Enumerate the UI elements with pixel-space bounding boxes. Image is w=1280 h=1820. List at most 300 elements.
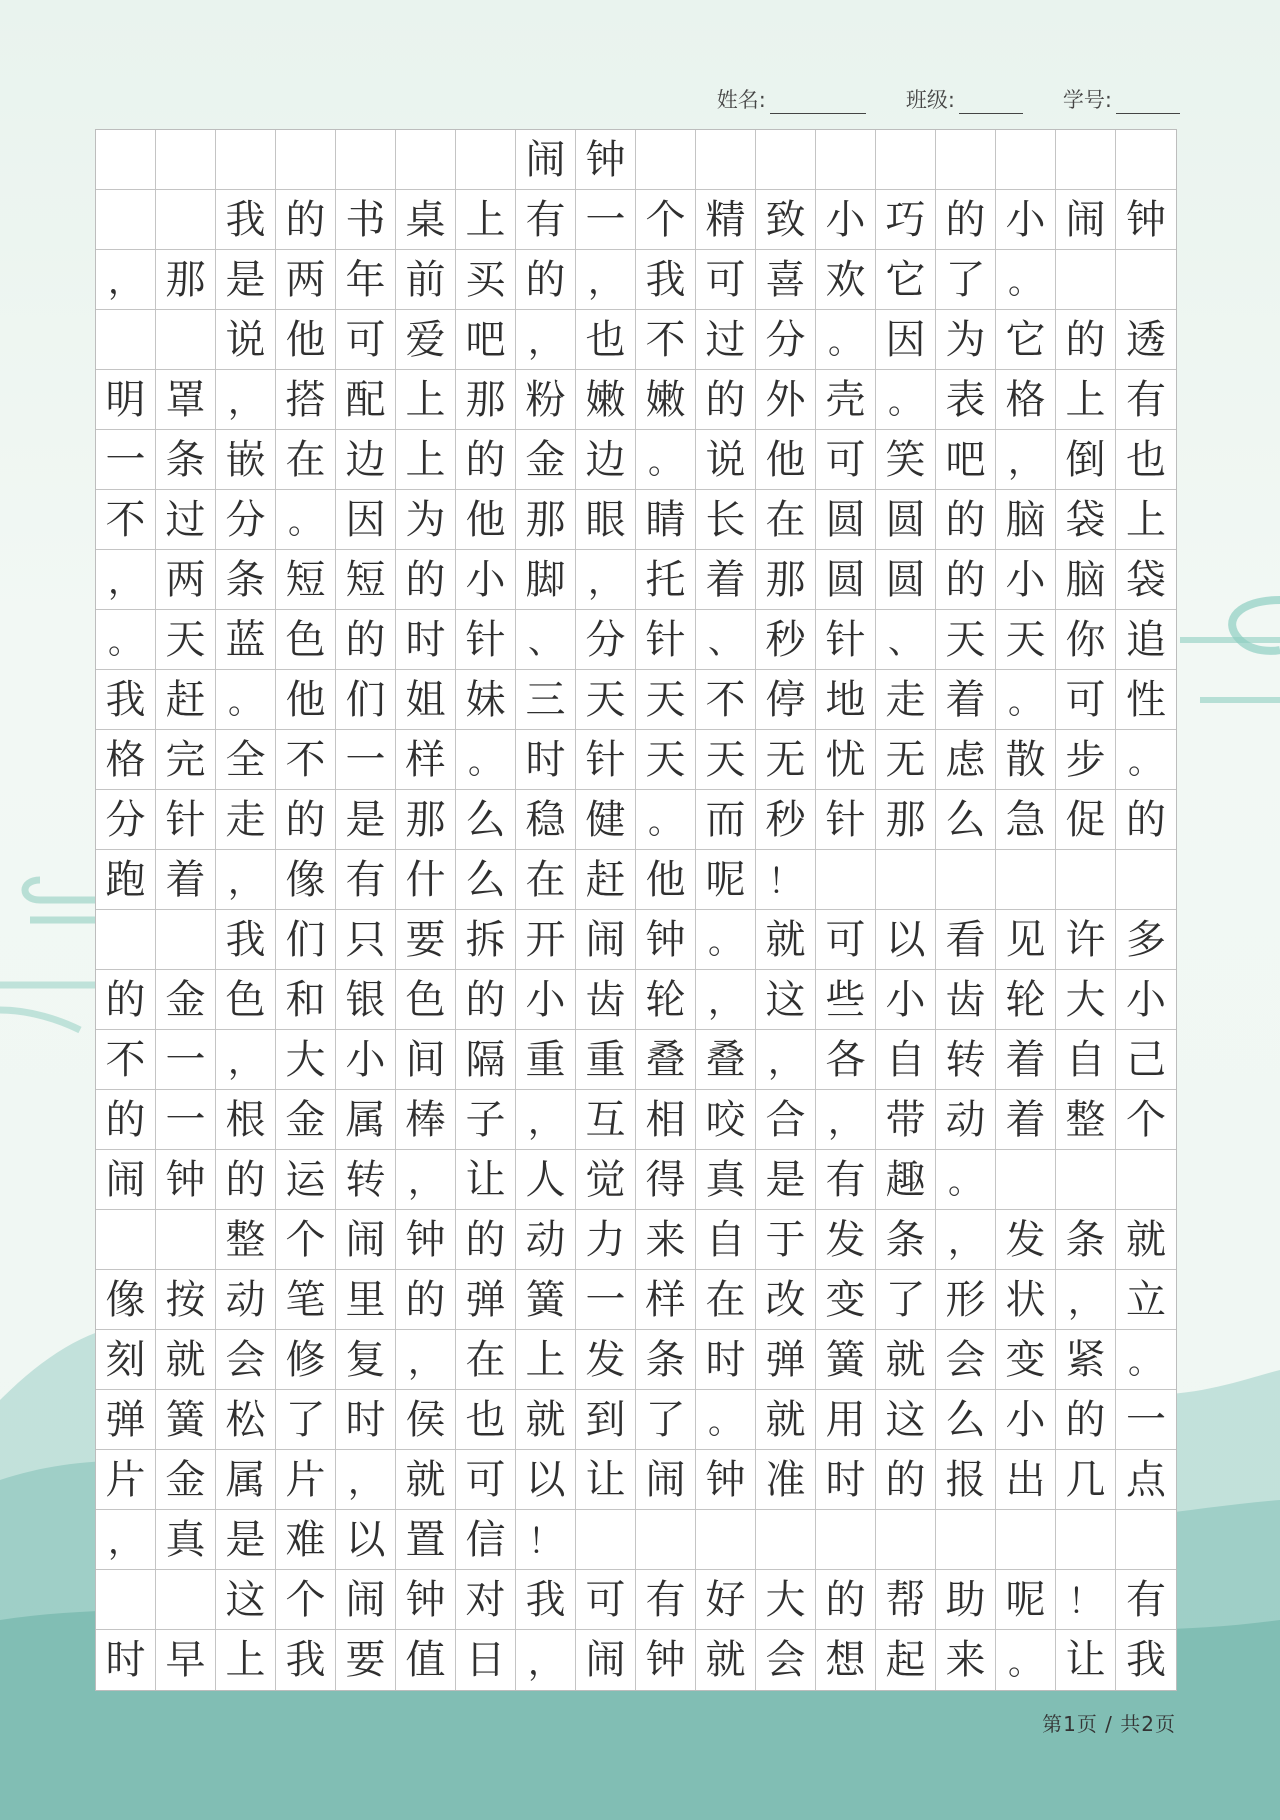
grid-cell: 时 (396, 610, 456, 670)
grid-cell: 。 (456, 730, 516, 790)
grid-cell: 动 (516, 1210, 576, 1270)
grid-cell: 起 (876, 1630, 936, 1690)
grid-cell: 用 (816, 1390, 876, 1450)
grid-cell: 致 (756, 190, 816, 250)
grid-cell: 发 (996, 1210, 1056, 1270)
grid-cell: 条 (1056, 1210, 1116, 1270)
grid-cell: 圆 (816, 550, 876, 610)
grid-cell: 出 (996, 1450, 1056, 1510)
grid-cell: 就 (516, 1390, 576, 1450)
grid-cell: 让 (456, 1150, 516, 1210)
grid-cell: 天 (156, 610, 216, 670)
grid-cell (1056, 1150, 1116, 1210)
grid-cell: 的 (1116, 790, 1176, 850)
grid-cell: 金 (156, 1450, 216, 1510)
grid-cell: 不 (96, 490, 156, 550)
grid-cell: 上 (516, 1330, 576, 1390)
grid-cell: 时 (696, 1330, 756, 1390)
grid-cell: 的 (1056, 310, 1116, 370)
grid-cell: 那 (456, 370, 516, 430)
grid-cell: 来 (636, 1210, 696, 1270)
grid-cell: 是 (336, 790, 396, 850)
grid-cell: 信 (456, 1510, 516, 1570)
grid-cell: 改 (756, 1270, 816, 1330)
grid-cell: 圆 (876, 550, 936, 610)
grid-cell: 想 (816, 1630, 876, 1690)
grid-cell: 外 (756, 370, 816, 430)
grid-cell: 秒 (756, 790, 816, 850)
grid-cell: 轮 (996, 970, 1056, 1030)
grid-cell: 的 (276, 190, 336, 250)
grid-cell: 上 (1056, 370, 1116, 430)
grid-cell (816, 130, 876, 190)
grid-cell (156, 1210, 216, 1270)
grid-cell: 钟 (156, 1150, 216, 1210)
grid-cell: 针 (636, 610, 696, 670)
grid-cell: 的 (816, 1570, 876, 1630)
grid-cell: 分 (96, 790, 156, 850)
grid-cell: ！ (516, 1510, 576, 1570)
grid-cell: 就 (156, 1330, 216, 1390)
grid-cell: 会 (756, 1630, 816, 1690)
grid-cell: 了 (276, 1390, 336, 1450)
grid-cell: 人 (516, 1150, 576, 1210)
grid-cell: 一 (576, 1270, 636, 1330)
grid-cell: ， (216, 1030, 276, 1090)
grid-cell: 带 (876, 1090, 936, 1150)
grid-cell: 散 (996, 730, 1056, 790)
grid-cell: 蓝 (216, 610, 276, 670)
grid-cell: 一 (576, 190, 636, 250)
grid-cell: 就 (1116, 1210, 1176, 1270)
grid-cell: 天 (636, 730, 696, 790)
grid-cell: 力 (576, 1210, 636, 1270)
grid-cell: 属 (216, 1450, 276, 1510)
grid-cell: 大 (1056, 970, 1116, 1030)
grid-cell: 也 (1116, 430, 1176, 490)
grid-cell: 大 (756, 1570, 816, 1630)
grid-cell: 运 (276, 1150, 336, 1210)
grid-cell: ， (216, 850, 276, 910)
grid-cell: 银 (336, 970, 396, 1030)
grid-cell: 钟 (636, 910, 696, 970)
grid-cell (276, 130, 336, 190)
grid-cell: 整 (1056, 1090, 1116, 1150)
grid-cell: 精 (696, 190, 756, 250)
grid-cell: 在 (276, 430, 336, 490)
grid-cell: 弹 (756, 1330, 816, 1390)
grid-cell: 让 (576, 1450, 636, 1510)
grid-cell: 隔 (456, 1030, 516, 1090)
class-blank[interactable] (959, 87, 1023, 114)
grid-cell: 。 (936, 1150, 996, 1210)
grid-cell: 赶 (576, 850, 636, 910)
grid-cell: 相 (636, 1090, 696, 1150)
grid-cell: 咬 (696, 1090, 756, 1150)
grid-cell: 片 (276, 1450, 336, 1510)
grid-cell: 可 (456, 1450, 516, 1510)
grid-cell: 真 (156, 1510, 216, 1570)
grid-cell: 自 (876, 1030, 936, 1090)
grid-cell (156, 910, 216, 970)
grid-cell: 色 (396, 970, 456, 1030)
grid-cell: 那 (516, 490, 576, 550)
grid-cell: 有 (1116, 1570, 1176, 1630)
grid-cell: 转 (936, 1030, 996, 1090)
grid-cell: 吧 (456, 310, 516, 370)
grid-cell: 这 (876, 1390, 936, 1450)
grid-cell: 闹 (636, 1450, 696, 1510)
grid-cell (336, 130, 396, 190)
grid-cell: 的 (96, 970, 156, 1030)
grid-cell: 小 (876, 970, 936, 1030)
grid-cell: 不 (276, 730, 336, 790)
grid-cell: 那 (156, 250, 216, 310)
grid-cell: 可 (696, 250, 756, 310)
grid-cell: 们 (336, 670, 396, 730)
cloud-swirl (0, 985, 96, 1030)
grid-cell: 发 (816, 1210, 876, 1270)
grid-cell: 上 (456, 190, 516, 250)
grid-cell: 会 (936, 1330, 996, 1390)
grid-cell: 欢 (816, 250, 876, 310)
grid-cell: ， (936, 1210, 996, 1270)
grid-cell: 个 (636, 190, 696, 250)
grid-cell: 那 (396, 790, 456, 850)
grid-cell: 配 (336, 370, 396, 430)
page-indicator: 第1页 / 共2页 (1042, 1712, 1176, 1736)
grid-cell: 。 (876, 370, 936, 430)
grid-cell: 不 (96, 1030, 156, 1090)
grid-cell: 钟 (396, 1210, 456, 1270)
grid-cell: 条 (156, 430, 216, 490)
grid-cell: 片 (96, 1450, 156, 1510)
grid-cell: 的 (936, 550, 996, 610)
grid-cell: 这 (216, 1570, 276, 1630)
grid-cell: 为 (936, 310, 996, 370)
grid-cell: 的 (456, 970, 516, 1030)
id-blank[interactable] (1116, 87, 1180, 114)
grid-cell: 袋 (1116, 550, 1176, 610)
grid-cell: 金 (156, 970, 216, 1030)
grid-cell: ， (96, 250, 156, 310)
grid-cell: 时 (516, 730, 576, 790)
grid-cell: 一 (336, 730, 396, 790)
grid-cell: 睛 (636, 490, 696, 550)
grid-cell: 那 (756, 550, 816, 610)
grid-cell: 买 (456, 250, 516, 310)
grid-cell: 无 (876, 730, 936, 790)
grid-cell: 赶 (156, 670, 216, 730)
grid-cell: 爱 (396, 310, 456, 370)
grid-cell: ， (516, 1630, 576, 1690)
grid-cell: 有 (636, 1570, 696, 1630)
grid-cell: 条 (216, 550, 276, 610)
grid-cell: 日 (456, 1630, 516, 1690)
grid-cell: 托 (636, 550, 696, 610)
grid-cell: ， (516, 310, 576, 370)
grid-cell (156, 1570, 216, 1630)
grid-cell: 我 (96, 670, 156, 730)
grid-cell (696, 130, 756, 190)
cloud-swirl (1232, 600, 1280, 651)
grid-cell: 就 (756, 1390, 816, 1450)
grid-cell: 前 (396, 250, 456, 310)
grid-cell: 为 (396, 490, 456, 550)
grid-cell: ， (396, 1330, 456, 1390)
grid-cell: 分 (576, 610, 636, 670)
grid-cell (156, 190, 216, 250)
grid-cell: 完 (156, 730, 216, 790)
grid-cell: 形 (936, 1270, 996, 1330)
grid-cell: 无 (756, 730, 816, 790)
grid-cell: 条 (636, 1330, 696, 1390)
grid-cell: 透 (1116, 310, 1176, 370)
grid-cell: 表 (936, 370, 996, 430)
grid-cell: 趣 (876, 1150, 936, 1210)
grid-cell: 难 (276, 1510, 336, 1570)
grid-cell: 桌 (396, 190, 456, 250)
name-blank[interactable] (770, 87, 866, 114)
grid-cell (936, 850, 996, 910)
grid-cell: 的 (276, 790, 336, 850)
grid-cell: 以 (876, 910, 936, 970)
grid-cell: 么 (456, 790, 516, 850)
grid-cell: 早 (156, 1630, 216, 1690)
grid-cell: 闹 (336, 1210, 396, 1270)
grid-cell (1116, 250, 1176, 310)
grid-cell: 它 (876, 250, 936, 310)
grid-cell: 可 (816, 430, 876, 490)
grid-cell: ！ (756, 850, 816, 910)
grid-cell: 多 (1116, 910, 1176, 970)
grid-cell: 有 (336, 850, 396, 910)
grid-cell: 一 (156, 1030, 216, 1090)
grid-cell: 像 (276, 850, 336, 910)
grid-cell: 。 (816, 310, 876, 370)
grid-cell: 紧 (1056, 1330, 1116, 1390)
grid-cell: 许 (1056, 910, 1116, 970)
grid-cell: 到 (576, 1390, 636, 1450)
grid-cell: 他 (276, 670, 336, 730)
grid-cell: 对 (456, 1570, 516, 1630)
grid-cell: 吧 (936, 430, 996, 490)
grid-cell: 有 (816, 1150, 876, 1210)
grid-cell: 你 (1056, 610, 1116, 670)
grid-cell: ， (756, 1030, 816, 1090)
grid-cell: 的 (456, 430, 516, 490)
grid-cell: 。 (1116, 730, 1176, 790)
grid-cell: 在 (516, 850, 576, 910)
grid-cell: 短 (276, 550, 336, 610)
grid-cell: 弹 (456, 1270, 516, 1330)
grid-cell: 壳 (816, 370, 876, 430)
grid-cell: 状 (996, 1270, 1056, 1330)
grid-cell: 停 (756, 670, 816, 730)
grid-cell (996, 130, 1056, 190)
grid-cell: 侯 (396, 1390, 456, 1450)
grid-cell: 报 (936, 1450, 996, 1510)
grid-cell: 的 (516, 250, 576, 310)
grid-cell: 他 (456, 490, 516, 550)
grid-cell: 而 (696, 790, 756, 850)
grid-cell (456, 130, 516, 190)
grid-cell: 小 (516, 970, 576, 1030)
name-field (717, 84, 866, 114)
grid-cell: 过 (156, 490, 216, 550)
grid-cell: 值 (396, 1630, 456, 1690)
grid-cell (1056, 850, 1116, 910)
grid-cell: 圆 (816, 490, 876, 550)
grid-cell: 的 (936, 490, 996, 550)
grid-cell: 脑 (996, 490, 1056, 550)
grid-cell: 复 (336, 1330, 396, 1390)
student-id-field (1063, 84, 1180, 114)
grid-cell: 边 (336, 430, 396, 490)
grid-cell: 格 (996, 370, 1056, 430)
grid-cell: 嫩 (576, 370, 636, 430)
grid-cell (816, 1510, 876, 1570)
grid-cell: 走 (876, 670, 936, 730)
grid-cell: 他 (276, 310, 336, 370)
grid-cell: 圆 (876, 490, 936, 550)
grid-cell: 倒 (1056, 430, 1116, 490)
grid-cell: 小 (996, 550, 1056, 610)
grid-cell: 子 (456, 1090, 516, 1150)
grid-cell: 步 (1056, 730, 1116, 790)
grid-cell: 。 (276, 490, 336, 550)
grid-cell: 么 (936, 790, 996, 850)
grid-cell: 针 (456, 610, 516, 670)
grid-cell (636, 130, 696, 190)
grid-cell: 么 (936, 1390, 996, 1450)
grid-cell: 促 (1056, 790, 1116, 850)
grid-cell: 说 (216, 310, 276, 370)
grid-cell: 地 (816, 670, 876, 730)
grid-cell: 着 (996, 1090, 1056, 1150)
grid-cell: ， (576, 250, 636, 310)
grid-cell: 互 (576, 1090, 636, 1150)
grid-cell: 样 (636, 1270, 696, 1330)
grid-cell (1116, 1150, 1176, 1210)
grid-cell: 钟 (1116, 190, 1176, 250)
grid-cell: ， (996, 430, 1056, 490)
grid-cell: 追 (1116, 610, 1176, 670)
grid-cell: 助 (936, 1570, 996, 1630)
grid-cell: 开 (516, 910, 576, 970)
grid-cell (96, 310, 156, 370)
grid-cell (876, 850, 936, 910)
grid-cell: 几 (1056, 1450, 1116, 1510)
grid-cell: 大 (276, 1030, 336, 1090)
grid-cell: 针 (816, 610, 876, 670)
grid-cell (816, 850, 876, 910)
grid-cell: 两 (156, 550, 216, 610)
grid-cell (96, 910, 156, 970)
grid-cell: 是 (756, 1150, 816, 1210)
grid-cell: 。 (696, 1390, 756, 1450)
grid-cell: 动 (216, 1270, 276, 1330)
grid-cell: 上 (1116, 490, 1176, 550)
grid-cell: 整 (216, 1210, 276, 1270)
grid-cell: 色 (216, 970, 276, 1030)
grid-cell: 的 (216, 1150, 276, 1210)
grid-cell: 闹 (1056, 190, 1116, 250)
grid-cell: 着 (156, 850, 216, 910)
grid-cell: 粉 (516, 370, 576, 430)
grid-cell: 小 (1116, 970, 1176, 1030)
grid-cell: 我 (516, 1570, 576, 1630)
grid-cell: 天 (936, 610, 996, 670)
grid-cell: 合 (756, 1090, 816, 1150)
grid-cell: 着 (936, 670, 996, 730)
grid-cell (1116, 850, 1176, 910)
grid-cell: 准 (756, 1450, 816, 1510)
grid-cell: 发 (576, 1330, 636, 1390)
grid-cell: 那 (876, 790, 936, 850)
grid-cell: 。 (696, 910, 756, 970)
grid-cell: 重 (516, 1030, 576, 1090)
grid-cell: 嵌 (216, 430, 276, 490)
grid-cell: 可 (816, 910, 876, 970)
grid-cell: 自 (696, 1210, 756, 1270)
grid-cell: 了 (936, 250, 996, 310)
grid-cell: 姐 (396, 670, 456, 730)
grid-cell: 有 (1116, 370, 1176, 430)
grid-cell: 了 (636, 1390, 696, 1450)
grid-cell: 齿 (936, 970, 996, 1030)
grid-cell: 和 (276, 970, 336, 1030)
grid-cell: 急 (996, 790, 1056, 850)
grid-cell: 因 (336, 490, 396, 550)
grid-cell: 的 (396, 550, 456, 610)
grid-cell: 、 (516, 610, 576, 670)
grid-cell: 一 (1116, 1390, 1176, 1450)
grid-cell: 色 (276, 610, 336, 670)
grid-cell: 钟 (696, 1450, 756, 1510)
grid-cell (396, 130, 456, 190)
grid-cell: 搭 (276, 370, 336, 430)
cloud-swirl (25, 880, 96, 920)
grid-cell (96, 190, 156, 250)
class-label: 班级: (905, 88, 955, 112)
grid-cell: ， (1056, 1270, 1116, 1330)
grid-cell: 脑 (1056, 550, 1116, 610)
grid-cell: 。 (636, 790, 696, 850)
grid-cell: 呢 (996, 1570, 1056, 1630)
grid-cell: 他 (756, 430, 816, 490)
grid-cell: 变 (996, 1330, 1056, 1390)
grid-cell: 的 (396, 1270, 456, 1330)
grid-cell: 可 (576, 1570, 636, 1630)
grid-cell (996, 1510, 1056, 1570)
grid-cell: 他 (636, 850, 696, 910)
grid-cell: 好 (696, 1570, 756, 1630)
grid-cell: 按 (156, 1270, 216, 1330)
grid-cell: 针 (156, 790, 216, 850)
name-label: 姓名: (716, 88, 766, 112)
grid-cell: 在 (756, 490, 816, 550)
grid-cell: 钟 (636, 1630, 696, 1690)
grid-cell: 忧 (816, 730, 876, 790)
grid-cell: 个 (1116, 1090, 1176, 1150)
student-info-header (717, 84, 1180, 114)
grid-cell: 不 (696, 670, 756, 730)
grid-cell: 小 (816, 190, 876, 250)
id-label: 学号: (1062, 88, 1112, 112)
grid-cell: 的 (456, 1210, 516, 1270)
grid-cell (96, 1210, 156, 1270)
